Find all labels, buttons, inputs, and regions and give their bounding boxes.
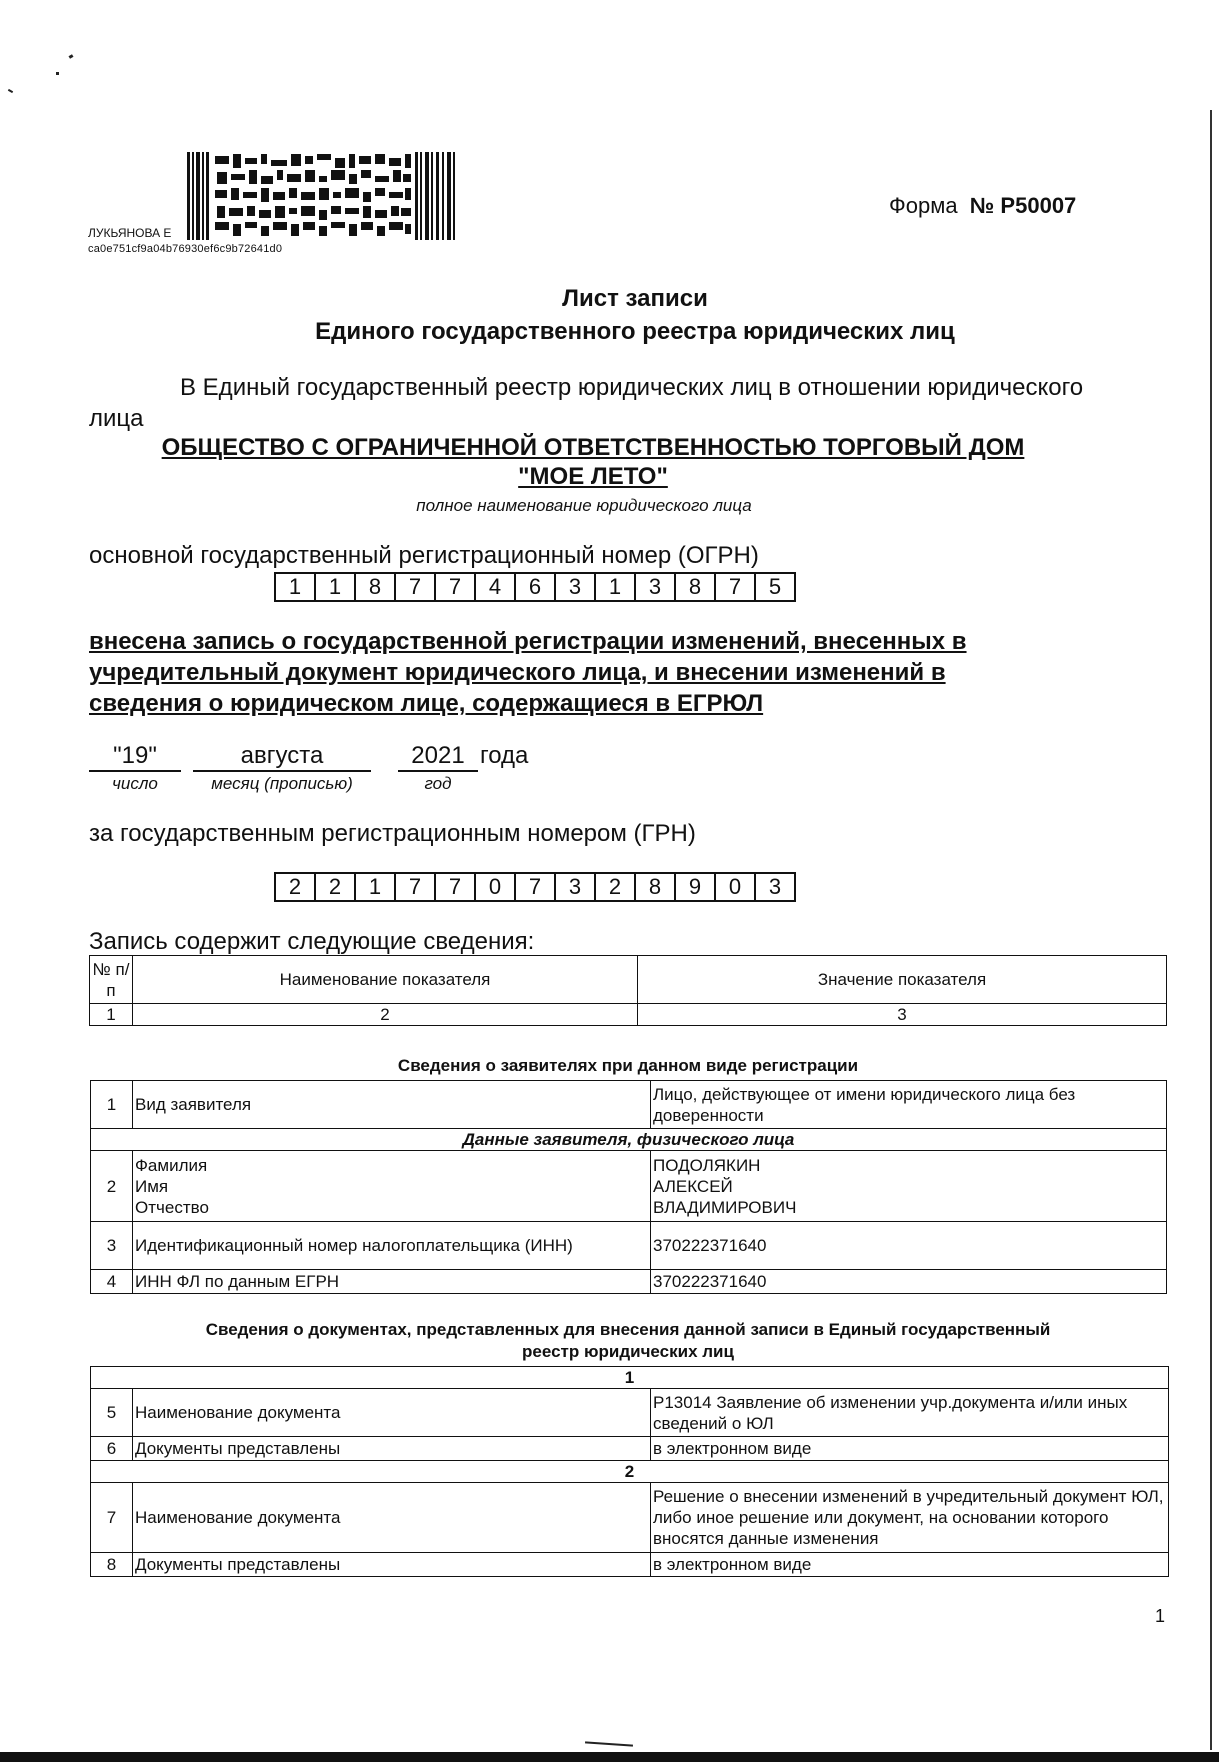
ogrn-digit: 1 (314, 572, 356, 602)
date-year-suffix: года (480, 742, 529, 769)
grn-label: за государственным регистрационным номером (ГРН) (89, 820, 696, 847)
table-row (91, 1437, 1169, 1461)
scan-speck (585, 1741, 633, 1746)
documents-section-title: Сведения о документах, представленных для внесения данной записи в Единый государственный (205, 1320, 1051, 1339)
entry-statement-line3: сведения о юридическом лице, содержащиеся в ЕГРЮЛ (89, 690, 764, 717)
row-value (651, 1151, 1167, 1222)
ogrn-digit: 6 (514, 572, 556, 602)
organization-name-line2: "МОЕ ЛЕТО" (518, 463, 668, 490)
row-value: Лицо, действующее от имени юридического лица без доверенности (651, 1081, 1167, 1129)
label-patronymic: Отчество (135, 1197, 209, 1217)
row-indicator (133, 1151, 651, 1222)
row-number: 8 (91, 1553, 133, 1577)
record-header-table (89, 955, 1167, 1026)
grn-digit: 2 (274, 872, 316, 902)
grn-digit: 2 (594, 872, 636, 902)
row-number: 4 (91, 1270, 133, 1294)
row-number: 3 (91, 1222, 133, 1270)
grn-digit: 0 (714, 872, 756, 902)
col-index-number: 1 (90, 1004, 133, 1026)
row-number: 6 (91, 1437, 133, 1461)
row-indicator: Документы представлены (133, 1553, 651, 1577)
intro-text: В Единый государственный реестр юридических лиц в отношении юридического (180, 374, 1084, 401)
entry-statement-line1: внесена запись о государственной регистрации изменений, внесенных в (89, 628, 967, 655)
organization-name-line1: ОБЩЕСТВО С ОГРАНИЧЕННОЙ ОТВЕТСТВЕННОСТЬЮ ТОРГОВЫЙ ДОМ (161, 434, 1025, 461)
grn-digit: 1 (354, 872, 396, 902)
label-surname: Фамилия (135, 1155, 208, 1175)
table-row (91, 1483, 1169, 1553)
scan-speck (8, 89, 13, 93)
table-row (91, 1222, 1167, 1270)
scan-speck (56, 72, 59, 75)
document-title: Лист записи (562, 285, 708, 312)
col-header-value: Значение показателя (638, 956, 1167, 1004)
grn-digit-boxes (276, 872, 796, 902)
row-indicator: Идентификационный номер налогоплательщика (ИНН) (133, 1222, 651, 1270)
ogrn-digit: 8 (354, 572, 396, 602)
barcode-image (187, 152, 471, 240)
row-indicator: Вид заявителя (133, 1081, 651, 1129)
grn-digit: 3 (554, 872, 596, 902)
row-value: в электронном виде (651, 1553, 1169, 1577)
col-header-number: № п/п (90, 956, 133, 1004)
scan-edge-line (1210, 110, 1212, 1750)
col-index-value: 3 (638, 1004, 1167, 1026)
ogrn-label: основной государственный регистрационный номер (ОГРН) (89, 542, 759, 569)
row-indicator: ИНН ФЛ по данным ЕГРН (133, 1270, 651, 1294)
documents-section-title-continued: реестр юридических лиц (522, 1342, 734, 1361)
ogrn-digit: 3 (634, 572, 676, 602)
barcode-hash: ca0e751cf9a04b76930ef6c9b72641d0 (88, 243, 283, 255)
intro-text-continued: лица (89, 405, 144, 432)
applicant-surname: ПОДОЛЯКИН (653, 1155, 761, 1175)
table-row (91, 1081, 1167, 1129)
grn-digit: 7 (434, 872, 476, 902)
row-value: в электронном виде (651, 1437, 1169, 1461)
page-number: 1 (1155, 1606, 1166, 1626)
grn-digit: 9 (674, 872, 716, 902)
entry-statement-line2: учредительный документ юридического лица, и внесении изменений в (89, 659, 946, 686)
document-group-index: 1 (91, 1367, 1169, 1389)
row-number: 7 (91, 1483, 133, 1553)
date-month-caption: месяц (прописью) (211, 774, 353, 793)
row-value: 370222371640 (651, 1270, 1167, 1294)
document-subtitle: Единого государственного реестра юридических лиц (315, 318, 955, 345)
form-code: № Р50007 (969, 193, 1077, 218)
date-year-caption: год (424, 774, 452, 793)
applicants-table (90, 1080, 1167, 1294)
document-group-index: 2 (91, 1461, 1169, 1483)
ogrn-digit: 4 (474, 572, 516, 602)
record-heading: Запись содержит следующие сведения: (89, 928, 535, 955)
ogrn-digit: 8 (674, 572, 716, 602)
table-row (91, 1270, 1167, 1294)
ogrn-digit: 7 (434, 572, 476, 602)
form-label: Форма (889, 193, 958, 218)
ogrn-digit: 1 (594, 572, 636, 602)
ogrn-digit: 7 (714, 572, 756, 602)
row-value: Р13014 Заявление об изменении учр.документа и/или иных сведений о ЮЛ (651, 1389, 1169, 1437)
applicant-name: АЛЕКСЕЙ (653, 1176, 733, 1196)
applicant-person-subheader: Данные заявителя, физического лица (91, 1129, 1167, 1151)
table-row (91, 1389, 1169, 1437)
grn-digit: 0 (474, 872, 516, 902)
col-index-indicator: 2 (133, 1004, 638, 1026)
date-day: "19" (89, 742, 181, 772)
form-number (889, 193, 1076, 219)
row-number: 1 (91, 1081, 133, 1129)
row-number: 2 (91, 1151, 133, 1222)
organization-name-caption: полное наименование юридического лица (416, 496, 752, 515)
grn-digit: 7 (394, 872, 436, 902)
row-indicator: Документы представлены (133, 1437, 651, 1461)
ogrn-digit: 7 (394, 572, 436, 602)
grn-digit: 7 (514, 872, 556, 902)
label-name: Имя (135, 1176, 169, 1196)
applicants-section-title: Сведения о заявителях при данном виде регистрации (397, 1056, 859, 1075)
ogrn-digit: 5 (754, 572, 796, 602)
grn-digit: 3 (754, 872, 796, 902)
documents-table (90, 1366, 1169, 1577)
date-year: 2021 (398, 742, 478, 772)
ogrn-digit-boxes (276, 572, 796, 602)
row-value: 370222371640 (651, 1222, 1167, 1270)
grn-digit: 8 (634, 872, 676, 902)
grn-digit: 2 (314, 872, 356, 902)
row-indicator: Наименование документа (133, 1483, 651, 1553)
row-indicator: Наименование документа (133, 1389, 651, 1437)
row-number: 5 (91, 1389, 133, 1437)
col-header-indicator: Наименование показателя (133, 956, 638, 1004)
ogrn-digit: 3 (554, 572, 596, 602)
row-value: Решение о внесении изменений в учредительный документ ЮЛ, либо иное решение или документ, на основании которого вносятся данные изменения (651, 1483, 1169, 1553)
barcode-name: ЛУКЬЯНОВА Е (88, 226, 172, 240)
applicant-patronymic: ВЛАДИМИРОВИЧ (653, 1197, 797, 1217)
table-row (91, 1553, 1169, 1577)
scan-bottom-edge (0, 1752, 1219, 1762)
ogrn-digit: 1 (274, 572, 316, 602)
scan-speck (69, 54, 74, 59)
date-month: августа (193, 742, 371, 772)
table-row (91, 1151, 1167, 1222)
date-day-caption: число (112, 774, 158, 793)
